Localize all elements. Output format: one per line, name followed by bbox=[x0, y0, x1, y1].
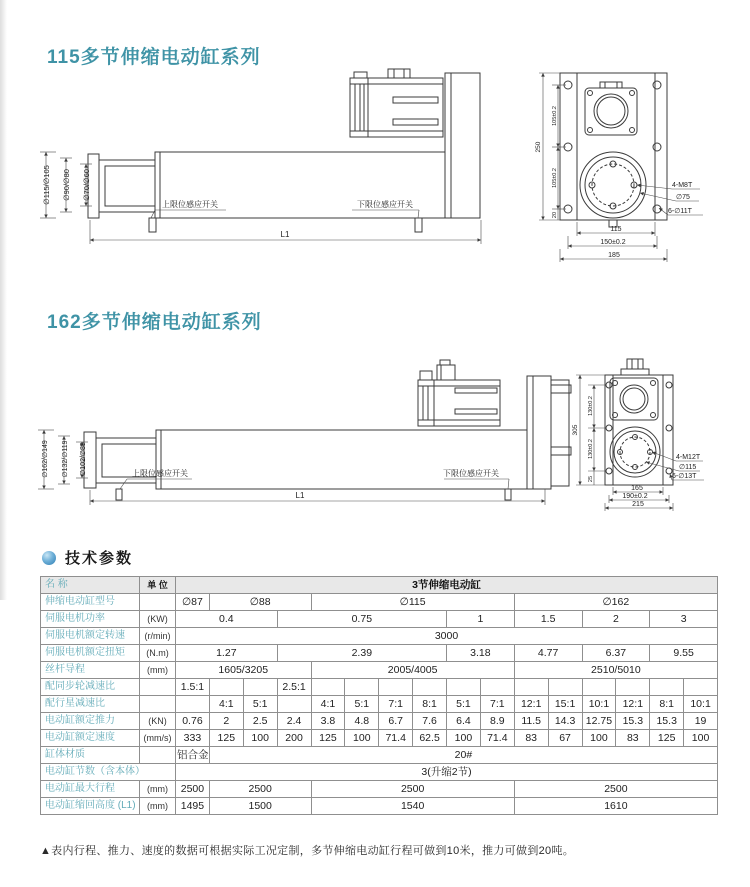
name-column-header: 名 称 bbox=[41, 577, 140, 594]
bottom-dim-2: 150±0.2 bbox=[600, 239, 626, 246]
spec-value bbox=[582, 679, 616, 696]
tapped-holes-callout: 4-M12T bbox=[676, 454, 701, 461]
spec-value: 0.4 bbox=[176, 611, 278, 628]
spec-value: 2.39 bbox=[277, 645, 446, 662]
spec-value: 4.77 bbox=[514, 645, 582, 662]
spec-value: 100 bbox=[345, 730, 379, 747]
edge-offset-dim: 20 bbox=[552, 211, 558, 219]
spec-unit: (r/min) bbox=[140, 628, 176, 645]
spec-value: 3 bbox=[650, 611, 718, 628]
spec-unit bbox=[140, 594, 176, 611]
spec-value: 5:1 bbox=[447, 696, 481, 713]
series-115-title: 115多节伸缩电动缸系列 bbox=[47, 47, 261, 68]
spec-unit bbox=[140, 696, 176, 713]
rod-dia-label-1: ∅115/∅105 bbox=[42, 165, 51, 205]
spec-value: 2 bbox=[582, 611, 650, 628]
spec-value bbox=[277, 696, 311, 713]
spec-value bbox=[311, 679, 345, 696]
spec-value bbox=[447, 679, 481, 696]
group-column-header: 3节伸缩电动缸 bbox=[176, 577, 718, 594]
spec-value: 15.3 bbox=[616, 713, 650, 730]
mount-feet bbox=[116, 489, 511, 500]
spec-value bbox=[650, 679, 684, 696]
spec-value: 125 bbox=[650, 730, 684, 747]
spec-row bbox=[41, 781, 718, 798]
hole-pitch-dim-2: 130±0.2 bbox=[588, 439, 594, 459]
spec-label: 伺服电机额定转速 bbox=[41, 628, 140, 645]
spec-value: 83 bbox=[514, 730, 548, 747]
hole-pitch-dim-2: 105±0.2 bbox=[552, 168, 558, 188]
cylinder-flange bbox=[580, 152, 646, 218]
end-view-162-dims bbox=[572, 375, 704, 511]
spec-value: 14.3 bbox=[548, 713, 582, 730]
spec-value: 0.76 bbox=[176, 713, 210, 730]
through-holes-callout: 6-∅11T bbox=[668, 208, 692, 215]
bottom-dim-3: 215 bbox=[632, 501, 644, 508]
spec-value: 3000 bbox=[176, 628, 718, 645]
spec-value: 71.4 bbox=[379, 730, 413, 747]
series-115-drawing bbox=[0, 62, 750, 264]
spec-value: 10:1 bbox=[684, 696, 718, 713]
spec-value: 100 bbox=[243, 730, 277, 747]
spec-value: 7.6 bbox=[413, 713, 447, 730]
spec-value: 12:1 bbox=[514, 696, 548, 713]
spec-value: 1605/3205 bbox=[176, 662, 312, 679]
spec-label: 配同步轮减速比 bbox=[41, 679, 140, 696]
spec-unit bbox=[140, 679, 176, 696]
spec-value: 15.3 bbox=[650, 713, 684, 730]
spec-value: 4:1 bbox=[311, 696, 345, 713]
spec-value: 100 bbox=[684, 730, 718, 747]
spec-row bbox=[41, 611, 718, 628]
bullet-icon bbox=[42, 551, 56, 565]
spec-row bbox=[41, 764, 718, 781]
spec-header-row bbox=[41, 577, 718, 594]
spec-row bbox=[41, 798, 718, 815]
spec-unit: (KN) bbox=[140, 713, 176, 730]
series-162-drawing bbox=[0, 353, 750, 515]
spec-value: 125 bbox=[209, 730, 243, 747]
spec-value: 62.5 bbox=[413, 730, 447, 747]
length-dim-label: L1 bbox=[295, 491, 305, 500]
spec-value: 铝合金 bbox=[176, 747, 210, 764]
spec-unit: (N.m) bbox=[140, 645, 176, 662]
spec-value: 67 bbox=[548, 730, 582, 747]
bolt-circle-callout: ∅75 bbox=[676, 194, 690, 201]
spec-value bbox=[379, 679, 413, 696]
tapped-holes-callout: 4-M8T bbox=[672, 182, 693, 189]
spec-value: 4.8 bbox=[345, 713, 379, 730]
spec-value: ∅88 bbox=[209, 594, 311, 611]
spec-value: 3(升缩2节) bbox=[176, 764, 718, 781]
spec-value: 6.4 bbox=[447, 713, 481, 730]
spec-value: 6.37 bbox=[582, 645, 650, 662]
spec-label: 伺服电机功率 bbox=[41, 611, 140, 628]
rod-dia-label-3: ∅70/∅60 bbox=[82, 169, 91, 201]
spec-value: 1500 bbox=[209, 798, 311, 815]
spec-row bbox=[41, 594, 718, 611]
spec-value bbox=[243, 679, 277, 696]
hole-pitch-dim-1: 105±0.2 bbox=[552, 106, 558, 126]
spec-value: 2500 bbox=[176, 781, 210, 798]
spec-value: 10:1 bbox=[582, 696, 616, 713]
spec-label: 配行星减速比 bbox=[41, 696, 140, 713]
spec-value: 2500 bbox=[514, 781, 717, 798]
spec-value bbox=[176, 696, 210, 713]
rod-dia-label-2: ∅90/∅80 bbox=[62, 169, 71, 201]
spec-unit: (mm) bbox=[140, 781, 176, 798]
side-view-162-dims bbox=[38, 430, 545, 505]
spec-label: 电动缸额定推力 bbox=[41, 713, 140, 730]
length-dim-label: L1 bbox=[280, 230, 290, 239]
spec-value: 1540 bbox=[311, 798, 514, 815]
spec-row bbox=[41, 645, 718, 662]
hole-pitch-dim-1: 130±0.2 bbox=[588, 396, 594, 416]
spec-value: 1.5:1 bbox=[176, 679, 210, 696]
spec-value: 3.18 bbox=[447, 645, 515, 662]
spec-value: 125 bbox=[311, 730, 345, 747]
spec-value: 8:1 bbox=[413, 696, 447, 713]
spec-unit: (mm/s) bbox=[140, 730, 176, 747]
spec-value: 2510/5010 bbox=[514, 662, 717, 679]
rod-dia-label-2: ∅132/∅119 bbox=[62, 440, 69, 478]
spec-value: 9.55 bbox=[650, 645, 718, 662]
spec-unit bbox=[140, 747, 176, 764]
spec-value bbox=[684, 679, 718, 696]
spec-unit: (KW) bbox=[140, 611, 176, 628]
spec-value: 5:1 bbox=[243, 696, 277, 713]
spec-label: 丝杆导程 bbox=[41, 662, 140, 679]
upper-limit-switch-label: 上限位感应开关 bbox=[162, 200, 218, 209]
spec-value: 11.5 bbox=[514, 713, 548, 730]
spec-value: 333 bbox=[176, 730, 210, 747]
rod-dia-label-3: ∅102/∅89 bbox=[80, 442, 87, 476]
servo-motor bbox=[350, 69, 443, 137]
spec-value: 1 bbox=[447, 611, 515, 628]
spec-value: 2005/4005 bbox=[311, 662, 514, 679]
spec-value: 3.8 bbox=[311, 713, 345, 730]
spec-value: 1610 bbox=[514, 798, 717, 815]
spec-value: 6.7 bbox=[379, 713, 413, 730]
unit-column-header: 单 位 bbox=[140, 577, 176, 594]
bottom-dim-3: 185 bbox=[608, 252, 620, 259]
spec-label: 电动缸最大行程 bbox=[41, 781, 140, 798]
spec-value bbox=[548, 679, 582, 696]
bottom-dim-1: 115 bbox=[610, 226, 622, 233]
spec-value: 20# bbox=[209, 747, 717, 764]
spec-label: 伺服电机额定扭矩 bbox=[41, 645, 140, 662]
bottom-dim-2: 190±0.2 bbox=[622, 493, 648, 500]
spec-label: 电动缸缩回高度 (L1) bbox=[41, 798, 140, 815]
spec-value: 7:1 bbox=[379, 696, 413, 713]
tech-params-header bbox=[42, 547, 133, 568]
spec-value bbox=[413, 679, 447, 696]
spec-value: 19 bbox=[684, 713, 718, 730]
side-view-115 bbox=[88, 69, 480, 232]
spec-value: 2500 bbox=[311, 781, 514, 798]
spec-value: 5:1 bbox=[345, 696, 379, 713]
spec-value: ∅87 bbox=[176, 594, 210, 611]
spec-value: 8:1 bbox=[650, 696, 684, 713]
spec-value: 1.5 bbox=[514, 611, 582, 628]
spec-row bbox=[41, 747, 718, 764]
upper-limit-switch-label: 上限位感应开关 bbox=[132, 469, 188, 478]
spec-value: 2 bbox=[209, 713, 243, 730]
spec-unit: (mm) bbox=[140, 662, 176, 679]
motor-flange bbox=[585, 82, 637, 135]
spec-row bbox=[41, 628, 718, 645]
spec-value: ∅115 bbox=[311, 594, 514, 611]
tech-params-title: 技术参数 bbox=[65, 550, 134, 567]
servo-motor bbox=[418, 360, 500, 426]
specs-table bbox=[40, 576, 718, 815]
spec-label: 电动缸节数（含本体） bbox=[41, 764, 176, 781]
spec-label: 电动缸额定速度 bbox=[41, 730, 140, 747]
spec-row bbox=[41, 730, 718, 747]
spec-row bbox=[41, 679, 718, 696]
bottom-dim-1: 165 bbox=[631, 485, 643, 492]
series-162-title: 162多节伸缩电动缸系列 bbox=[47, 312, 262, 333]
footnote: ▲表内行程、推力、速度的数据可根据实际工况定制，多节伸缩电动缸行程可做到10米，推力可做到20吨。 bbox=[40, 845, 575, 857]
spec-value: 2.5:1 bbox=[277, 679, 311, 696]
spec-value: ∅162 bbox=[514, 594, 717, 611]
spec-value: 7:1 bbox=[480, 696, 514, 713]
edge-offset-dim: 25 bbox=[588, 475, 594, 483]
spec-value: 2.5 bbox=[243, 713, 277, 730]
rod-dia-label-1: ∅162/∅149 bbox=[42, 440, 49, 478]
spec-value bbox=[616, 679, 650, 696]
spec-value: 100 bbox=[447, 730, 481, 747]
spec-value: 100 bbox=[582, 730, 616, 747]
spec-row bbox=[41, 662, 718, 679]
plate-height-dim: 305 bbox=[572, 424, 579, 436]
spec-value: 8.9 bbox=[480, 713, 514, 730]
spec-value: 2.4 bbox=[277, 713, 311, 730]
spec-value: 71.4 bbox=[480, 730, 514, 747]
lower-limit-switch-label: 下限位感应开关 bbox=[357, 200, 413, 209]
spec-row bbox=[41, 696, 718, 713]
bolt-circle-callout: ∅115 bbox=[679, 464, 697, 471]
spec-value: 1495 bbox=[176, 798, 210, 815]
spec-label: 伸缩电动缸型号 bbox=[41, 594, 140, 611]
spec-value: 12.75 bbox=[582, 713, 616, 730]
plate-height-dim: 250 bbox=[535, 141, 542, 153]
mounting-plate bbox=[527, 376, 551, 489]
spec-value: 12:1 bbox=[616, 696, 650, 713]
spec-value bbox=[514, 679, 548, 696]
spec-value: 0.75 bbox=[277, 611, 446, 628]
spec-value: 4:1 bbox=[209, 696, 243, 713]
spec-row bbox=[41, 713, 718, 730]
spec-value: 1.27 bbox=[176, 645, 278, 662]
spec-value: 2500 bbox=[209, 781, 311, 798]
spec-value bbox=[209, 679, 243, 696]
spec-value: 200 bbox=[277, 730, 311, 747]
mounting-plate bbox=[445, 73, 480, 218]
spec-unit: (mm) bbox=[140, 798, 176, 815]
spec-value: 15:1 bbox=[548, 696, 582, 713]
spec-label: 缸体材质 bbox=[41, 747, 140, 764]
end-view-115 bbox=[560, 73, 667, 227]
spec-value bbox=[345, 679, 379, 696]
spec-value bbox=[480, 679, 514, 696]
end-view-162 bbox=[605, 359, 673, 485]
spec-value: 83 bbox=[616, 730, 650, 747]
motor-flange bbox=[610, 359, 658, 420]
through-holes-callout: 6-∅13T bbox=[672, 473, 697, 480]
lower-limit-switch-label: 下限位感应开关 bbox=[443, 469, 499, 478]
